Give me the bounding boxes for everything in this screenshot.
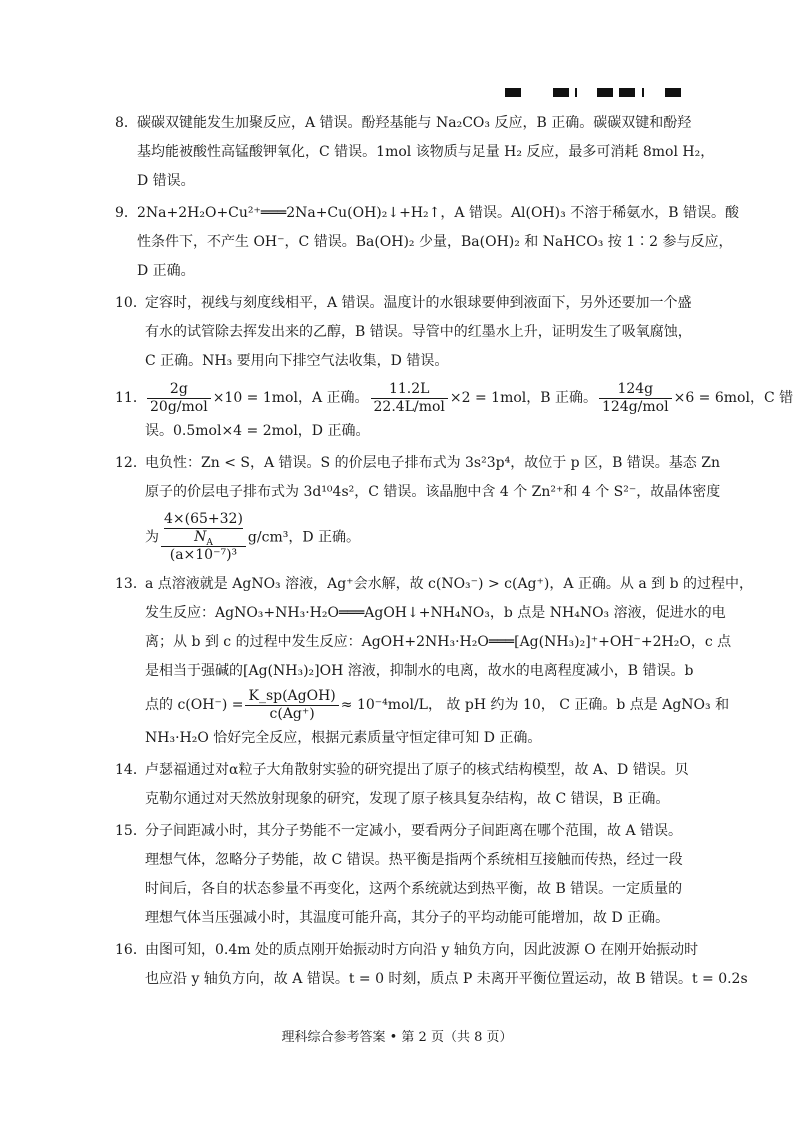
text-line: 碳碳双键能发生加聚反应，A 错误。酚羟基能与 Na₂CO₃ 反应，B 正确。碳碳双键和酚羟 (137, 115, 692, 131)
answer-list (115, 109, 794, 997)
answer-item-10 (115, 289, 690, 376)
avogadro-symbol: N (194, 529, 207, 545)
text-line: 性条件下，不产生 OH⁻，C 错误。Ba(OH)₂ 少量，Ba(OH)₂ 和 NaHCO₃ 按 1∶2 参与反应， (137, 234, 733, 250)
text-line: 发生反应：AgNO₃+NH₃·H₂O═══AgOH↓+NH₄NO₃，b 点是 NH₄NO₃ 溶液，促进水的电 (145, 605, 726, 621)
denominator: (a×10⁻⁷)³ (169, 547, 238, 563)
text-line: 分子间距减小时，其分子势能不一定减小，要看两分子间距离在哪个范围，故 A 错误。 (145, 823, 683, 839)
text-run: g/cm³，D 正确。 (247, 529, 361, 546)
item-number: 14． (115, 762, 147, 778)
text-line: 理想气体当压强减小时，其温度可能升高，其分子的平均动能可能增加，故 D 正确。 (145, 910, 670, 926)
text-run: 为 (145, 529, 159, 546)
page-footer: 理科综合参考答案 • 第 2 页（共 8 页） (281, 1030, 513, 1045)
text-line: 定容时，视线与刻度线相平，A 错误。温度计的水银球要伸到液面下，另外还要加一个盛 (145, 295, 692, 311)
header-mark (553, 88, 569, 97)
text-line: 离；从 b 到 c 的过程中发生反应：AgOH+2NH₃·H₂O═══[Ag(NH₃)₂]⁺+OH⁻+2H₂O，c 点 (145, 634, 732, 650)
item-number: 11． (115, 390, 147, 406)
text-run: ×2 = 1mol，B 正确。 (449, 390, 597, 406)
text-line: 电负性：Zn < S，A 错误。S 的价层电子排布式为 3s²3p⁴，故位于 p 区，B 错误。基态 Zn (145, 455, 720, 471)
text-run: 点的 c(OH⁻) = (145, 697, 244, 713)
text-line: a 点溶液就是 AgNO₃ 溶液，Ag⁺会水解，故 c(NO₃⁻) > c(Ag⁺)，A 正确。从 a 到 b 的过程中， (145, 576, 754, 592)
numerator: 2g (147, 381, 211, 399)
text-line: 误。0.5mol×4 = 2mol，D 正确。 (145, 423, 370, 439)
numerator: 124g (599, 381, 672, 399)
answer-item-9 (115, 199, 739, 286)
text-line: NH₃·H₂O 恰好完全反应，根据元素质量守恒定律可知 D 正确。 (145, 730, 542, 746)
text-run: ×6 = 6mol，C 错 (673, 390, 794, 406)
item-number: 12． (115, 455, 147, 471)
text-line: C 正确。NH₃ 要用向下排空气法收集，D 错误。 (145, 353, 449, 369)
formula-line (145, 379, 794, 417)
text-line: 有水的试管除去挥发出来的乙醇，B 错误。导管中的红墨水上升，证明发生了吸氧腐蚀， (145, 324, 692, 340)
answer-item-15 (115, 817, 690, 933)
header-mark (619, 88, 635, 97)
text-line: D 正确。 (137, 263, 195, 279)
text-line: 克勒尔通过对天然放射现象的研究，发现了原子核具复杂结构，故 C 错误，B 正确。 (145, 791, 670, 807)
header-mark (665, 88, 681, 97)
fraction (599, 381, 672, 416)
answer-item-13 (115, 570, 754, 753)
item-number: 16． (115, 942, 147, 958)
item-number: 15． (115, 823, 147, 839)
numerator (161, 511, 246, 547)
denominator: 124g/mol (602, 398, 669, 415)
header-mark (505, 88, 521, 97)
text-line: 由图可知，0.4m 处的质点刚开始振动时方向沿 y 轴负方向，因此波源 O 在刚开始振动时 (145, 942, 699, 958)
numerator-top: 4×(65+32) (164, 511, 243, 527)
answer-item-12 (115, 449, 721, 564)
formula-line (145, 686, 730, 724)
fraction (161, 511, 246, 564)
denominator: 20g/mol (150, 398, 208, 415)
numerator: K_sp(AgOH) (245, 688, 338, 706)
answer-item-8 (115, 109, 715, 196)
avogadro-subscript: A (206, 537, 213, 548)
answer-item-11 (115, 379, 794, 446)
text-line: 基均能被酸性高锰酸钾氧化，C 错误。1mol 该物质与足量 H₂ 反应，最多可消耗 8mol H₂， (137, 144, 715, 160)
text-line: 是相当于强碱的[Ag(NH₃)₂]OH 溶液，抑制水的电离，故水的电离程度减小，B 错误。b (145, 663, 694, 679)
denominator: 22.4L/mol (373, 398, 445, 415)
text-line: 时间后，各自的状态参量不再变化，这两个系统就达到热平衡，故 B 错误。一定质量的 (145, 881, 683, 897)
answer-item-14 (115, 756, 690, 814)
item-number: 10． (115, 295, 147, 311)
fraction (371, 381, 448, 416)
header-mark (642, 88, 644, 97)
text-line: D 错误。 (137, 173, 195, 189)
header-mark (575, 88, 577, 97)
answer-item-16 (115, 936, 748, 994)
text-line: 原子的价层电子排布式为 3d¹⁰4s²，C 错误。该晶胞中含 4 个 Zn²⁺和 4 个 S²⁻，故晶体密度 (145, 484, 721, 500)
item-number: 9． (115, 205, 138, 221)
item-number: 8． (115, 115, 138, 131)
text-run: ≈ 10⁻⁴mol/L， 故 pH 约为 10， C 正确。b 点是 AgNO₃ 和 (340, 697, 730, 713)
text-line: 2Na+2H₂O+Cu²⁺═══2Na+Cu(OH)₂↓+H₂↑，A 错误。Al(OH)₃ 不溶于稀氨水，B 错误。酸 (137, 205, 739, 221)
denominator: c(Ag⁺) (269, 705, 315, 722)
text-run: ×10 = 1mol，A 正确。 (212, 390, 369, 406)
density-formula-line (145, 511, 690, 564)
text-line: 卢瑟福通过对α粒子大角散射实验的研究提出了原子的核式结构模型，故 A、D 错误。贝 (145, 762, 689, 778)
text-line: 理想气体，忽略分子势能，故 C 错误。热平衡是指两个系统相互接触而传热，经过一段 (145, 852, 683, 868)
fraction (245, 688, 338, 723)
text-line: 也应沿 y 轴负方向，故 A 错误。t = 0 时刻，质点 P 未离开平衡位置运动，故 B 错误。t = 0.2s (145, 971, 748, 987)
fraction (147, 381, 211, 416)
numerator: 11.2L (371, 381, 448, 399)
header-mark (597, 88, 613, 97)
item-number: 13． (115, 576, 147, 592)
